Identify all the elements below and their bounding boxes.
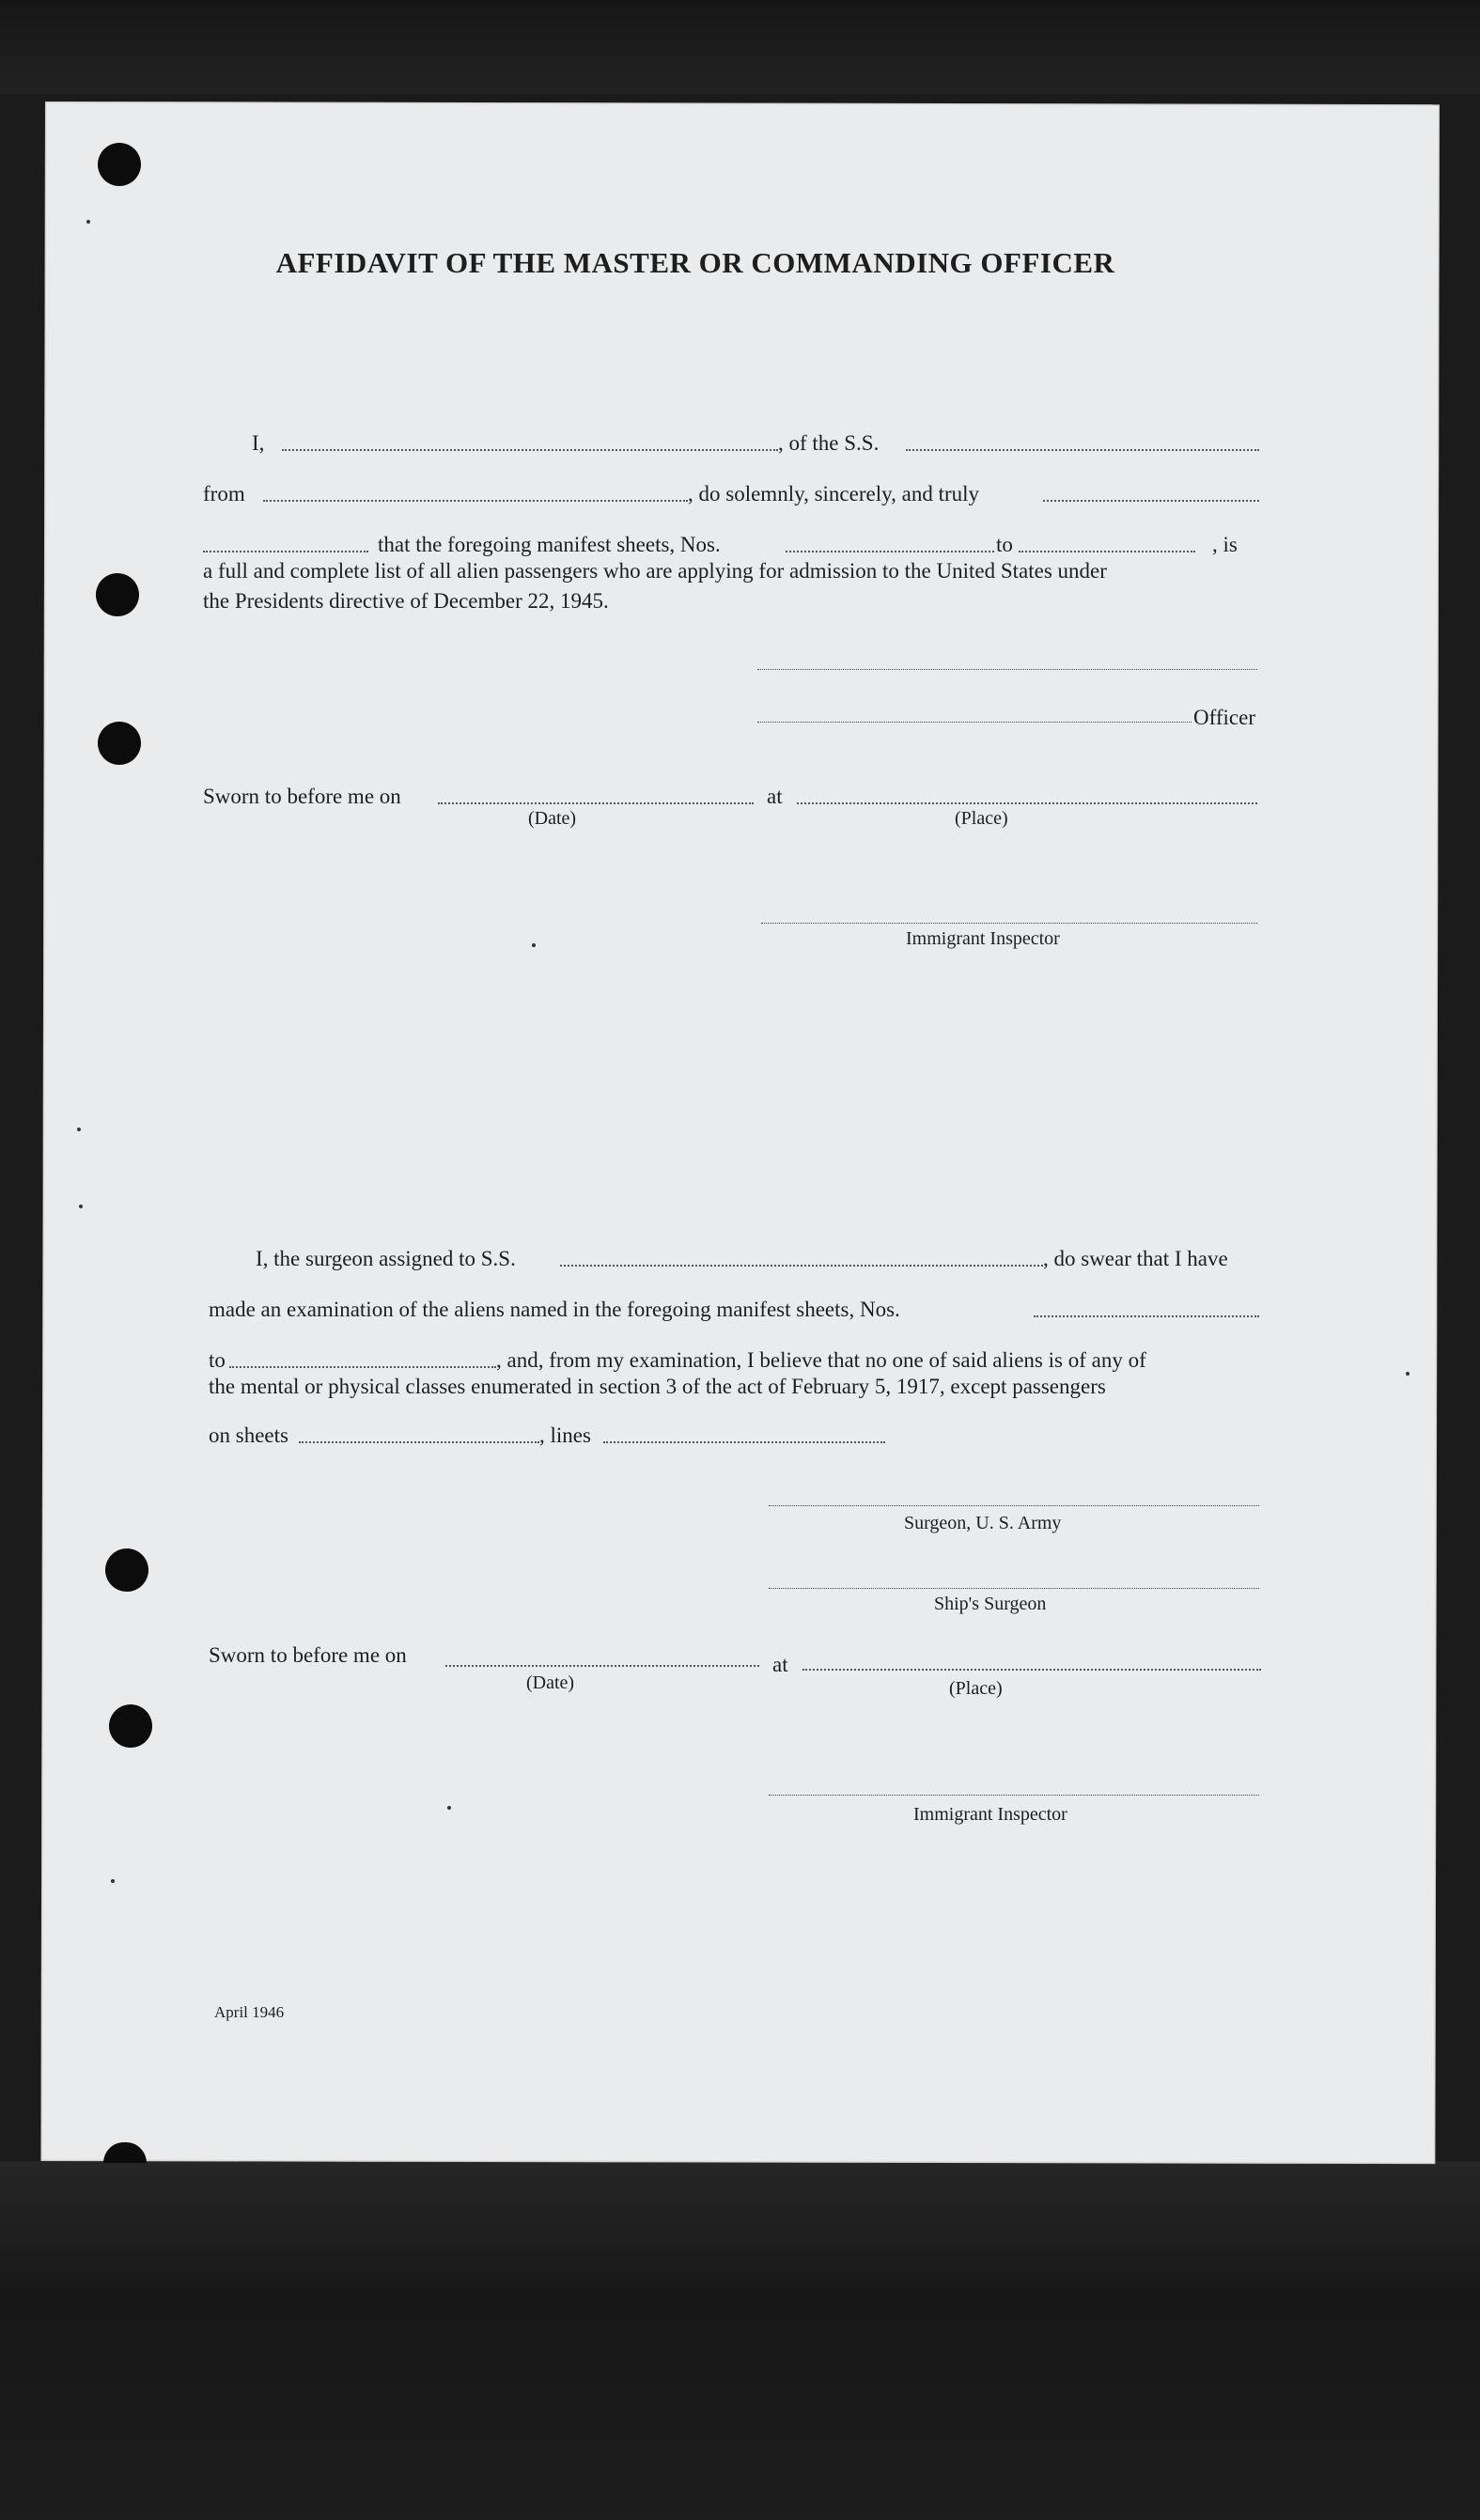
surgeon-nos-to-field[interactable] — [229, 1366, 496, 1368]
surgeon-inspector-signature-line[interactable] — [769, 1795, 1259, 1796]
surgeon-line1-start: I, the surgeon assigned to S.S. — [256, 1247, 516, 1270]
surgeon-sworn-label: Sworn to before me on — [209, 1643, 407, 1667]
master-line3-that: that the foregoing manifest sheets, Nos. — [378, 533, 721, 556]
master-line2-swear: , do solemnly, sincerely, and truly — [688, 482, 980, 506]
officer-signature-line-2[interactable] — [757, 722, 1192, 723]
surgeon-sworn-date-field[interactable] — [445, 1665, 759, 1667]
scan-speck — [1406, 1372, 1410, 1376]
master-nos-to-field[interactable] — [1019, 551, 1195, 552]
master-line1-i: I, — [252, 431, 265, 455]
master-inspector-signature-line[interactable] — [761, 923, 1257, 924]
master-sworn-date-field[interactable] — [438, 802, 754, 804]
surgeon-date-caption: (Date) — [526, 1672, 575, 1693]
officer-label: Officer — [1193, 706, 1255, 729]
master-line5: the Presidents directive of December 22, 1945. — [203, 589, 609, 613]
surgeon-line3-rest: , and, from my examination, I believe that no one of said aliens is of any of — [496, 1348, 1146, 1372]
surgeon-line4: the mental or physical classes enumerated in section 3 of the act of February 5, 1917, except passengers — [209, 1375, 1106, 1398]
scan-speck — [77, 1128, 81, 1131]
surgeon-place-caption: (Place) — [949, 1678, 1003, 1699]
master-ship-field[interactable] — [906, 449, 1259, 451]
surgeon-line1-end: , do swear that I have — [1043, 1247, 1228, 1270]
form-date: April 1946 — [214, 2003, 285, 2021]
scan-speck — [79, 1205, 83, 1208]
army-surgeon-signature-line[interactable] — [769, 1505, 1259, 1506]
binder-hole-3 — [98, 722, 141, 765]
master-inspector-label: Immigrant Inspector — [906, 928, 1060, 949]
surgeon-ship-field[interactable] — [560, 1265, 1043, 1267]
binder-hole-5 — [109, 1704, 152, 1748]
master-from-field[interactable] — [263, 500, 688, 502]
surgeon-lines-field[interactable] — [603, 1441, 885, 1443]
master-line2-from: from — [203, 482, 245, 506]
document-title: AFFIDAVIT OF THE MASTER OR COMMANDING OFFICER — [275, 246, 1115, 279]
master-line3-is: , is — [1212, 533, 1238, 556]
ship-surgeon-signature-line[interactable] — [769, 1588, 1259, 1589]
master-line4: a full and complete list of all alien passengers who are applying for admission to the United States under — [203, 559, 1107, 583]
document-page — [40, 101, 1440, 2164]
surgeon-inspector-label: Immigrant Inspector — [913, 1804, 1067, 1825]
surgeon-line3-to: to — [209, 1348, 226, 1372]
master-place-caption: (Place) — [955, 808, 1008, 829]
master-line1-of-ss: , of the S.S. — [778, 431, 880, 455]
master-oath-field[interactable] — [1043, 500, 1259, 502]
surgeon-nos-from-field[interactable] — [1034, 1315, 1259, 1317]
master-sworn-place-field[interactable] — [797, 802, 1257, 804]
surgeon-line5-lines: , lines — [539, 1423, 591, 1447]
officer-signature-line-1[interactable] — [757, 669, 1257, 670]
scan-speck — [86, 220, 90, 224]
scan-speck — [111, 1879, 115, 1883]
surgeon-sworn-place-field[interactable] — [802, 1669, 1261, 1671]
scan-background-bottom — [0, 2161, 1480, 2520]
scan-speck — [532, 943, 536, 947]
ship-surgeon-label: Ship's Surgeon — [934, 1594, 1047, 1614]
master-date-caption: (Date) — [528, 808, 577, 829]
surgeon-at-label: at — [772, 1653, 788, 1676]
master-nos-from-field[interactable] — [786, 551, 994, 552]
master-at-label: at — [767, 785, 783, 808]
binder-hole-4 — [105, 1548, 148, 1592]
master-sworn-label: Sworn to before me on — [203, 785, 401, 808]
army-surgeon-label: Surgeon, U. S. Army — [904, 1513, 1062, 1533]
master-name-field[interactable] — [282, 449, 778, 451]
surgeon-line2: made an examination of the aliens named in the foregoing manifest sheets, Nos. — [209, 1298, 900, 1321]
master-line3-to: to — [996, 533, 1013, 556]
surgeon-sheets-field[interactable] — [299, 1441, 539, 1443]
scan-background-top — [0, 0, 1480, 94]
surgeon-line5-sheets: on sheets — [209, 1423, 288, 1447]
binder-hole-1 — [98, 143, 141, 186]
master-oath-field-2[interactable] — [203, 551, 368, 552]
scan-speck — [447, 1806, 451, 1810]
binder-hole-2 — [96, 573, 139, 616]
